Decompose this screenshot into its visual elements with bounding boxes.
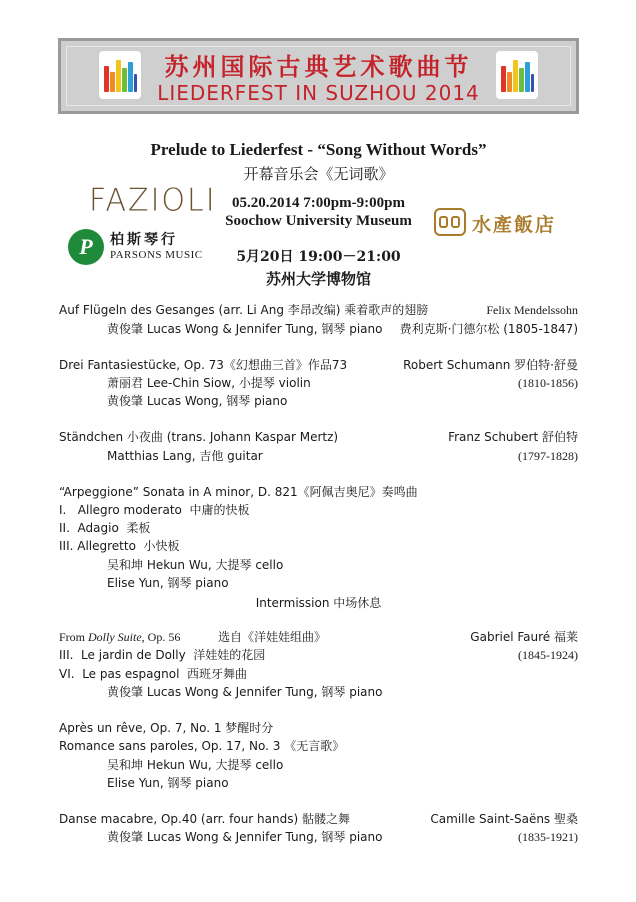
movement: III. Le jardin de Dolly 洋娃娃的花园 <box>59 648 266 662</box>
piece-title: “Arpeggione” Sonata in A minor, D. 821《阿佩吉奥尼》奏鸣曲 <box>59 485 418 499</box>
title-prefix: From <box>59 630 89 644</box>
intermission: Intermission 中场休息 <box>255 596 382 610</box>
piece-composer: Felix Mendelssohn <box>486 303 578 317</box>
title-italic: Dolly Suite <box>88 630 142 644</box>
piece-title: Danse macabre, Op.40 (arr. four hands) 骷髅之舞 <box>59 812 350 826</box>
piece-title-cn: 选自《洋娃娃组曲》 <box>218 630 327 644</box>
piece-title: Ständchen 小夜曲 (trans. Johann Kaspar Mertz) <box>59 430 339 444</box>
parsons-name-en: PARSONS MUSIC <box>110 249 203 261</box>
title-suffix: , Op. 56 <box>141 630 181 644</box>
piece-performer: Matthias Lang, 吉他 guitar <box>107 449 263 463</box>
banner-title-en: LIEDERFEST IN SUZHOU 2014 <box>157 81 480 105</box>
concert-date: 05.20.2014 7:00pm-9:00pm <box>232 195 405 211</box>
piece-title: Auf Flügeln des Gesanges (arr. Li Ang 李昂改编) 乘着歌声的翅膀 <box>59 303 429 317</box>
piece-performers: 黄俊肇 Lucas Wong & Jennifer Tung, 钢琴 piano <box>107 830 383 844</box>
composer-dates: (1810-1856) <box>518 376 578 390</box>
banner-title-cn: 苏州国际古典艺术歌曲节 <box>164 53 473 81</box>
movement: I. Allegro moderato 中庸的快板 <box>59 503 250 517</box>
concert-venue-cn: 苏州大学博物馆 <box>265 270 371 288</box>
concert-subtitle-cn: 开幕音乐会《无词歌》 <box>243 165 394 183</box>
piece-performer: 吴和坤 Hekun Wu, 大提琴 cello <box>107 758 284 772</box>
concert-date-cn: 5月20日 19:00－21:00 <box>236 249 401 265</box>
piece-performer: Elise Yun, 钢琴 piano <box>107 776 229 790</box>
concert-title: Prelude to Liederfest - “Song Without Words” <box>150 140 487 159</box>
piece-title <box>59 630 180 644</box>
piece-composer: Camille Saint-Saëns 聖桑 <box>430 812 578 826</box>
piece-composer: Franz Schubert 舒伯特 <box>448 430 578 444</box>
hotel-name-cn: 水產飯店 <box>472 214 557 236</box>
piece-title: Après un rêve, Op. 7, No. 1 梦醒时分 <box>59 721 274 735</box>
piece-performer: 萧丽君 Lee-Chin Siow, 小提琴 violin <box>107 376 311 390</box>
piece-composer-cn: 费利克斯·门德尔松 (1805-1847) <box>399 322 578 336</box>
composer-dates: (1835-1921) <box>518 830 578 844</box>
movement: III. Allegretto 小快板 <box>59 539 180 553</box>
piece-title: Romance sans paroles, Op. 17, No. 3 《无言歌》 <box>59 739 345 753</box>
piece-performers: 黄俊肇 Lucas Wong & Jennifer Tung, 钢琴 piano <box>107 322 383 336</box>
piece-composer: Gabriel Fauré 福莱 <box>470 630 578 644</box>
piece-performer: Elise Yun, 钢琴 piano <box>107 576 229 590</box>
piece-title: Drei Fantasiestücke, Op. 73《幻想曲三首》作品73 <box>59 358 348 372</box>
fazioli-logo: FAZIOLI <box>89 182 217 219</box>
movement: VI. Le pas espagnol 西班牙舞曲 <box>59 667 248 681</box>
parsons-mark-icon: P <box>68 229 104 265</box>
composer-dates: (1845-1924) <box>518 648 578 662</box>
piece-performer: 黄俊肇 Lucas Wong, 钢琴 piano <box>107 394 288 408</box>
piece-performer: 吴和坤 Hekun Wu, 大提琴 cello <box>107 558 284 572</box>
parsons-name-cn: 柏斯琴行 <box>110 232 178 248</box>
concert-venue: Soochow University Museum <box>225 213 412 229</box>
movement: II. Adagio 柔板 <box>59 521 151 535</box>
composer-dates: (1797-1828) <box>518 449 578 463</box>
piece-performers: 黄俊肇 Lucas Wong & Jennifer Tung, 钢琴 piano <box>107 685 383 699</box>
piece-composer: Robert Schumann 罗伯特·舒曼 <box>403 358 578 372</box>
